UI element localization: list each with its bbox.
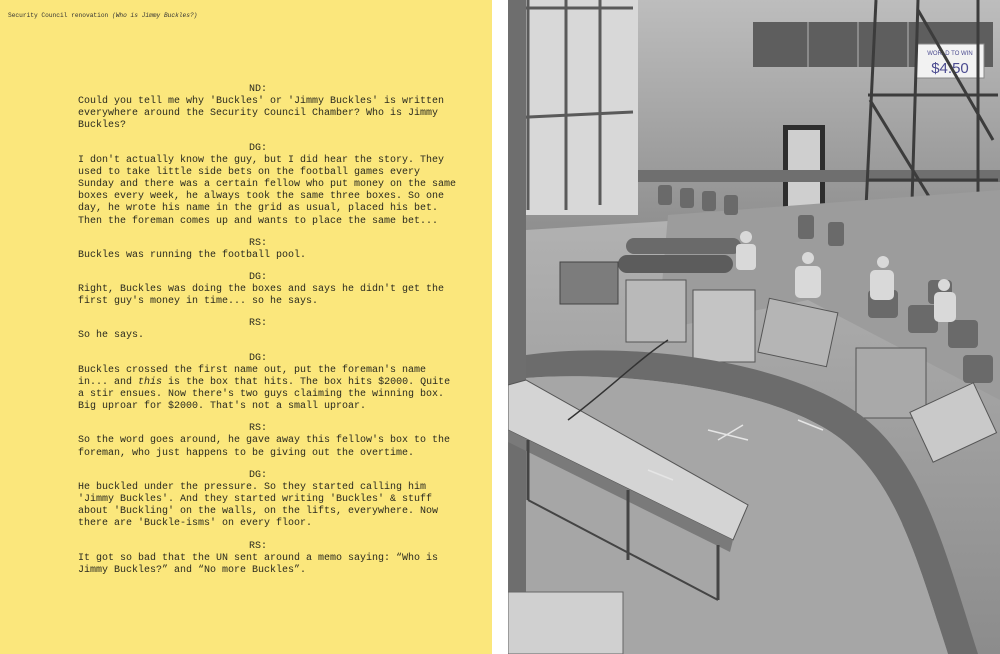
sign-price: $4.50 (931, 60, 969, 77)
dialogue-block (78, 143, 458, 228)
dialogue-block (78, 423, 458, 459)
dialogue-block (78, 541, 458, 577)
dialogue-block (78, 353, 458, 414)
sign-caption: WORLD TO WIN (927, 51, 973, 57)
dialogue-text: I don't actually know the guy, but I did hear the story. They used to take little side bets on the football games every Sunday and there was a certain fellow who put money on the same boxes every week, he always took the same three boxes. So one day, he wrote his name in the grid as usual, placed his bet. Then the foreman comes up and wants to place the same bet... (78, 154, 457, 227)
dialogue-block (78, 470, 458, 531)
chamber-photo (508, 0, 1000, 654)
dialogue-text: It got so bad that the UN sent around a memo saying: “Who is Jimmy Buckles?” and “No more Buckles”. (78, 552, 439, 576)
speaker-label: ND: (248, 84, 267, 95)
dialogue-text: So he says. (78, 330, 145, 342)
left-column (508, 0, 526, 654)
page-gutter (492, 0, 508, 654)
dialogue-text: So the word goes around, he gave away this fellow's box to the foreman, who just happens to be giving out the overtime. (78, 435, 451, 459)
dialogue-block (78, 272, 458, 308)
speaker-label: DG: (248, 469, 267, 481)
dialogue-block (78, 318, 458, 342)
text-page (0, 0, 492, 654)
dialogue-text: Right, Buckles was doing the boxes and says he didn't get the first guy's money in time... so he says. (78, 284, 445, 308)
dialogue-text: Buckles was running the football pool. (78, 249, 307, 261)
speaker-label: RS: (248, 540, 267, 552)
dialogue-text-part: is the box that hits. The box hits $2000. Quite a stir ensues. Now there's two guys claiming the winning box. Big uproar for $2000. That's not a small uproar. (78, 376, 451, 413)
dialogue-block (78, 84, 458, 133)
running-head (8, 12, 197, 19)
running-head-subtitle: (Who is Jimmy Buckles?) (111, 12, 198, 19)
dialogue-text (78, 365, 458, 414)
dialogue-text: He buckled under the pressure. So they started calling him 'Jimmy Buckles'. And they started writing 'Buckles' & stuff about 'Buckling' on the walls, on the lifts, everywhere. Now there are 'Buckle-isms' on every floor. (78, 481, 439, 530)
speaker-label: RS: (248, 423, 267, 435)
running-head-title: Security Council renovation (8, 12, 109, 19)
speaker-label: DG: (248, 272, 267, 284)
dialogue-text: Could you tell me why 'Buckles' or 'Jimmy Buckles' is written everywhere around the Security Council Chamber? Who is Jimmy Buckles? (78, 96, 445, 132)
speaker-label: DG: (248, 352, 267, 364)
dialogue-text-part: Buckles crossed the first name out, put the foreman's name in... and (78, 364, 427, 388)
dialogue-emphasis: this (138, 376, 163, 388)
chamber-photo-illustration (508, 0, 1000, 654)
floor-panel (508, 592, 623, 654)
speaker-label: DG: (248, 142, 267, 154)
dialogue-block (78, 238, 458, 262)
speaker-label: RS: (248, 318, 267, 330)
interview-transcript (78, 84, 458, 587)
speaker-label: RS: (248, 237, 267, 249)
